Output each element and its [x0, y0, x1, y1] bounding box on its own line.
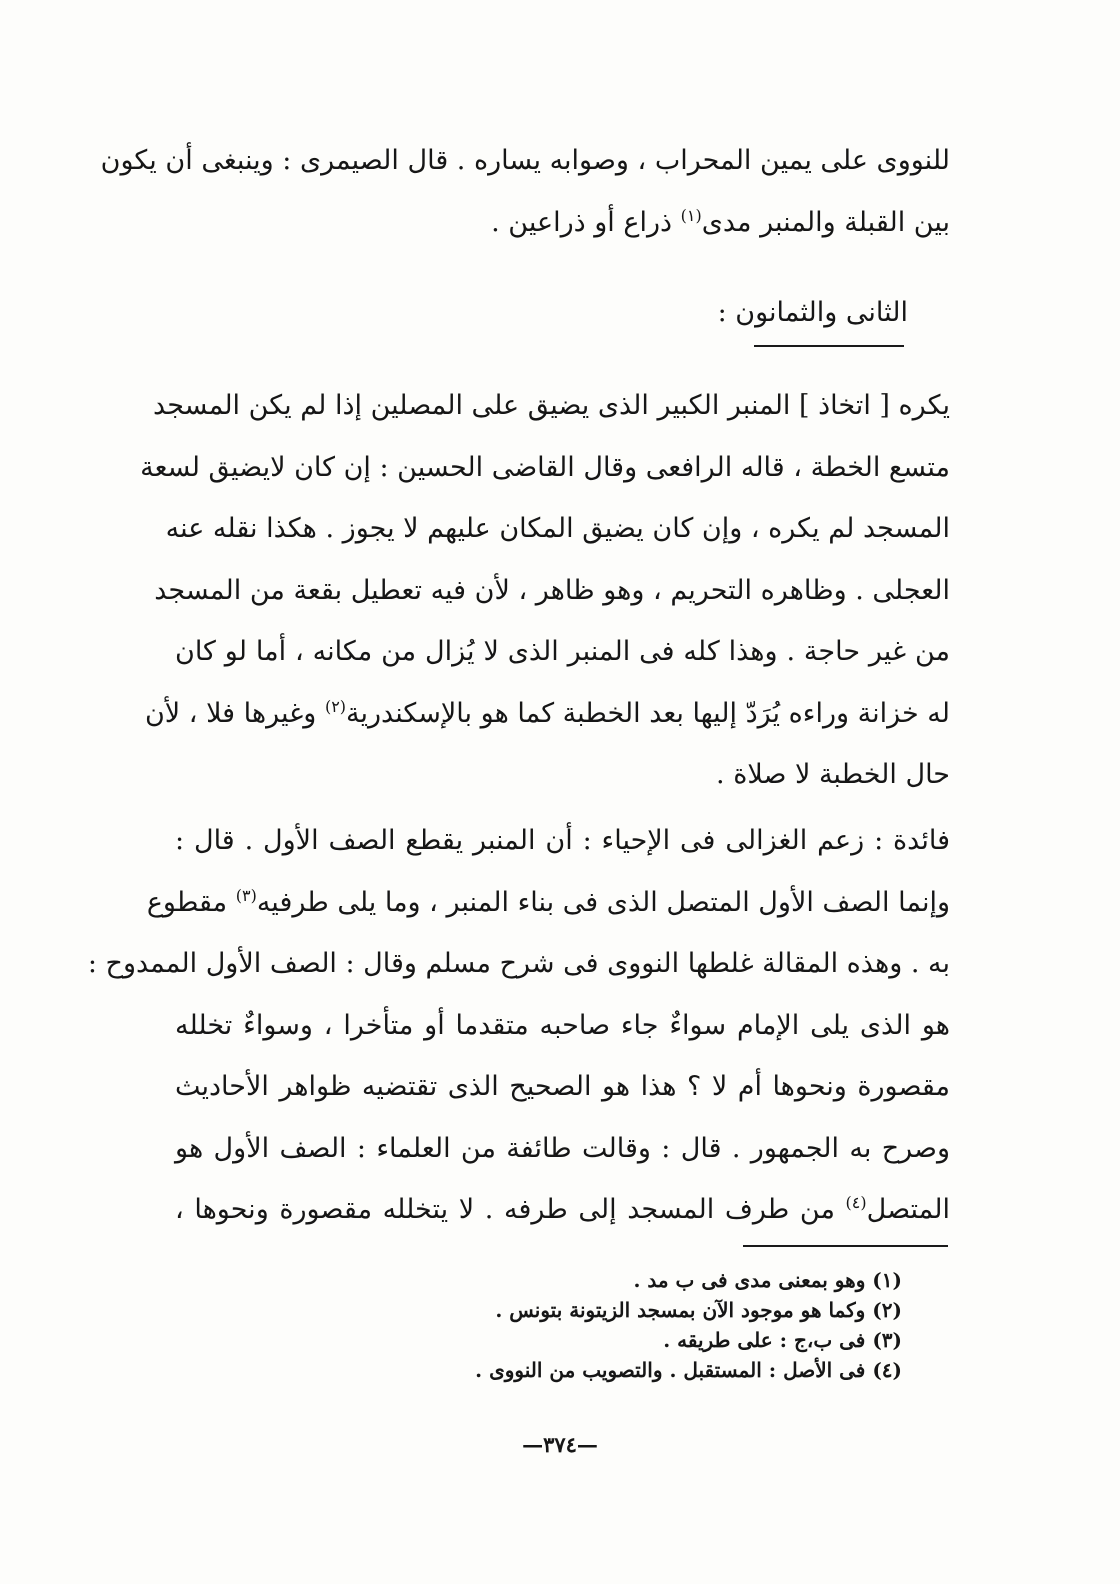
text-run: له خزانة وراءه يُرَدّ إليها بعد الخطبة كما هو بالإسكندرية [346, 697, 950, 729]
text-run: بين القبلة والمنبر مدى [701, 206, 950, 238]
text-run: من طرف المسجد إلى طرفه . لا يتخلله مقصورة ونحوها ، [175, 1194, 846, 1225]
text-line [175, 1179, 950, 1241]
text-line: مقصورة ونحوها أم لا ؟ هذا هو الصحيح الذى تقتضيه ظواهر الأحاديث [175, 1071, 950, 1102]
text-line [144, 683, 950, 745]
text-line: هو الذى يلى الإمام سواءٌ جاء صاحبه متقدما أو متأخرا ، وسواءٌ تخلله [175, 1009, 950, 1041]
paragraph-3 [87, 810, 950, 1241]
text-run: وغيرها فلا ، لأن [144, 697, 325, 729]
text-line: من غير حاجة . وهذا كله فى المنبر الذى لا يُزال من مكانه ، أما لو كان [175, 636, 950, 667]
text-run: المتصل [866, 1194, 950, 1225]
footnote-marker-3: (٣) [235, 885, 257, 905]
text-run: مقطوع [146, 886, 236, 918]
text-line: فائدة : زعم الغزالى فى الإحياء : أن المنبر يقطع الصف الأول . قال : [175, 825, 950, 856]
footnotes [475, 1265, 902, 1385]
text-run: وإنما الصف الأول المتصل الذى فى بناء المنبر ، وما يلى طرفيه [256, 886, 950, 918]
text-line: متسع الخطة ، قاله الرافعى وقال القاضى الحسين : إن كان لايضيق لسعة [140, 451, 950, 483]
text-line: وصرح به الجمهور . قال : وقالت طائفة من العلماء : الصف الأول هو [175, 1132, 950, 1164]
text-run: ذراع أو ذراعين . [491, 206, 681, 238]
footnote-marker-2: (٢) [324, 696, 347, 716]
text-line: المسجد لم يكره ، وإن كان يضيق المكان عليهم لا يجوز . هكذا نقله عنه [165, 513, 950, 544]
paragraph-1 [100, 130, 950, 253]
section-heading: الثانى والثمانون : [717, 297, 908, 328]
text-line: يكره [ اتخاذ ] المنبر الكبير الذى يضيق على المصلين إذا لم يكن المسجد [153, 390, 950, 421]
text-line [175, 192, 950, 254]
footnote-2: (٢) وكما هو موجود الآن بمسجد الزيتونة بتونس . [495, 1298, 902, 1322]
footnote-1: (١) وهو بمعنى مدى فى ب مد . [633, 1268, 902, 1292]
page-number: —٣٧٤— [522, 1432, 598, 1457]
text-line: حال الخطبة لا صلاة . [716, 759, 950, 790]
text-line: به . وهذه المقالة غلطها النووى فى شرح مسلم وقال : الصف الأول الممدوح : [87, 948, 950, 979]
text-line: للنووى على يمين المحراب ، وصوابه يساره . قال الصيمرى : وينبغى أن يكون [100, 145, 950, 176]
footnote-3: (٣) فى ب،ج : على طريقه . [663, 1328, 902, 1352]
text-line [146, 872, 950, 934]
heading-underline [754, 345, 904, 347]
paragraph-2 [140, 375, 950, 806]
text-line: العجلى . وظاهره التحريم ، وهو ظاهر ، لأن فيه تعطيل بقعة من المسجد [154, 574, 950, 606]
footnote-separator [743, 1245, 948, 1247]
footnote-4: (٤) فى الأصل : المستقبل . والتصويب من النووى . [475, 1358, 902, 1382]
footnote-marker-4: (٤) [845, 1193, 867, 1212]
footnote-marker-1: (١) [680, 205, 702, 225]
